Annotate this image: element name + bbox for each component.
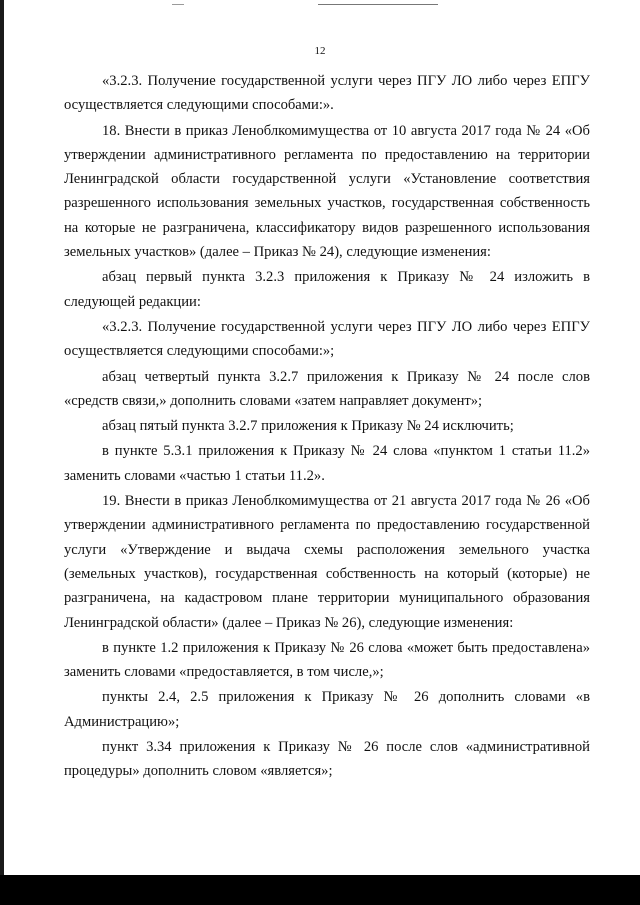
paragraph: «3.2.3. Получение государственной услуги через ПГУ ЛО либо через ЕПГУ осуществляется следующими способами:»; <box>64 318 590 360</box>
paragraph: абзац пятый пункта 3.2.7 приложения к Приказу № 24 исключить; <box>102 418 514 435</box>
paragraph: 19. Внести в приказ Леноблкомимущества от 21 августа 2017 года № 26 «Об утверждении административного регламента по предоставлению государственной услуги «Утверждение и выдача схемы расположения земельного участка (земельных участков), государственная собственность на который (которые) не разграничена, на кадастровом плане территории муниципального образования Ленинградской области» (далее – Приказ № 26), следующие изменения: <box>64 493 590 631</box>
paragraph: 18. Внести в приказ Леноблкомимущества от 10 августа 2017 года № 24 «Об утверждении административного регламента по предоставлению на территории Ленинградской области государственной услуги «Установление соответствия разрешенного использования земельных участков, государственная собственность на которые не разграничена, классификатору видов разрешенного использования земельных участков» (далее – Приказ № 24), следующие изменения: <box>64 122 590 261</box>
scan-mark <box>172 4 184 5</box>
scan-left-edge <box>0 0 4 905</box>
paragraph: пункты 2.4, 2.5 приложения к Приказу № 26 дополнить словами «в Администрацию»; <box>64 689 590 730</box>
paragraph: в пункте 1.2 приложения к Приказу № 26 слова «может быть предоставлена» заменить словами «предоставляется, в том числе,»; <box>64 639 590 681</box>
paragraph: «3.2.3. Получение государственной услуги через ПГУ ЛО либо через ЕПГУ осуществляется следующими способами:». <box>64 73 590 114</box>
document-body <box>64 69 590 785</box>
paragraph: в пункте 5.3.1 приложения к Приказу № 24 слова «пунктом 1 статьи 11.2» заменить словами «частью 1 статьи 11.2». <box>64 443 590 484</box>
page-number: 12 <box>314 45 326 57</box>
scan-top-rule <box>318 4 438 5</box>
paragraph: пункт 3.34 приложения к Приказу № 26 после слов «административной процедуры» дополнить словом «является»; <box>64 739 590 780</box>
scan-bottom-bar <box>0 875 640 905</box>
paragraph: абзац четвертый пункта 3.2.7 приложения к Приказу № 24 после слов «средств связи,» дополнить словами «затем направляет документ»; <box>64 368 590 409</box>
paragraph: абзац первый пункта 3.2.3 приложения к Приказу № 24 изложить в следующей редакции: <box>64 269 590 310</box>
